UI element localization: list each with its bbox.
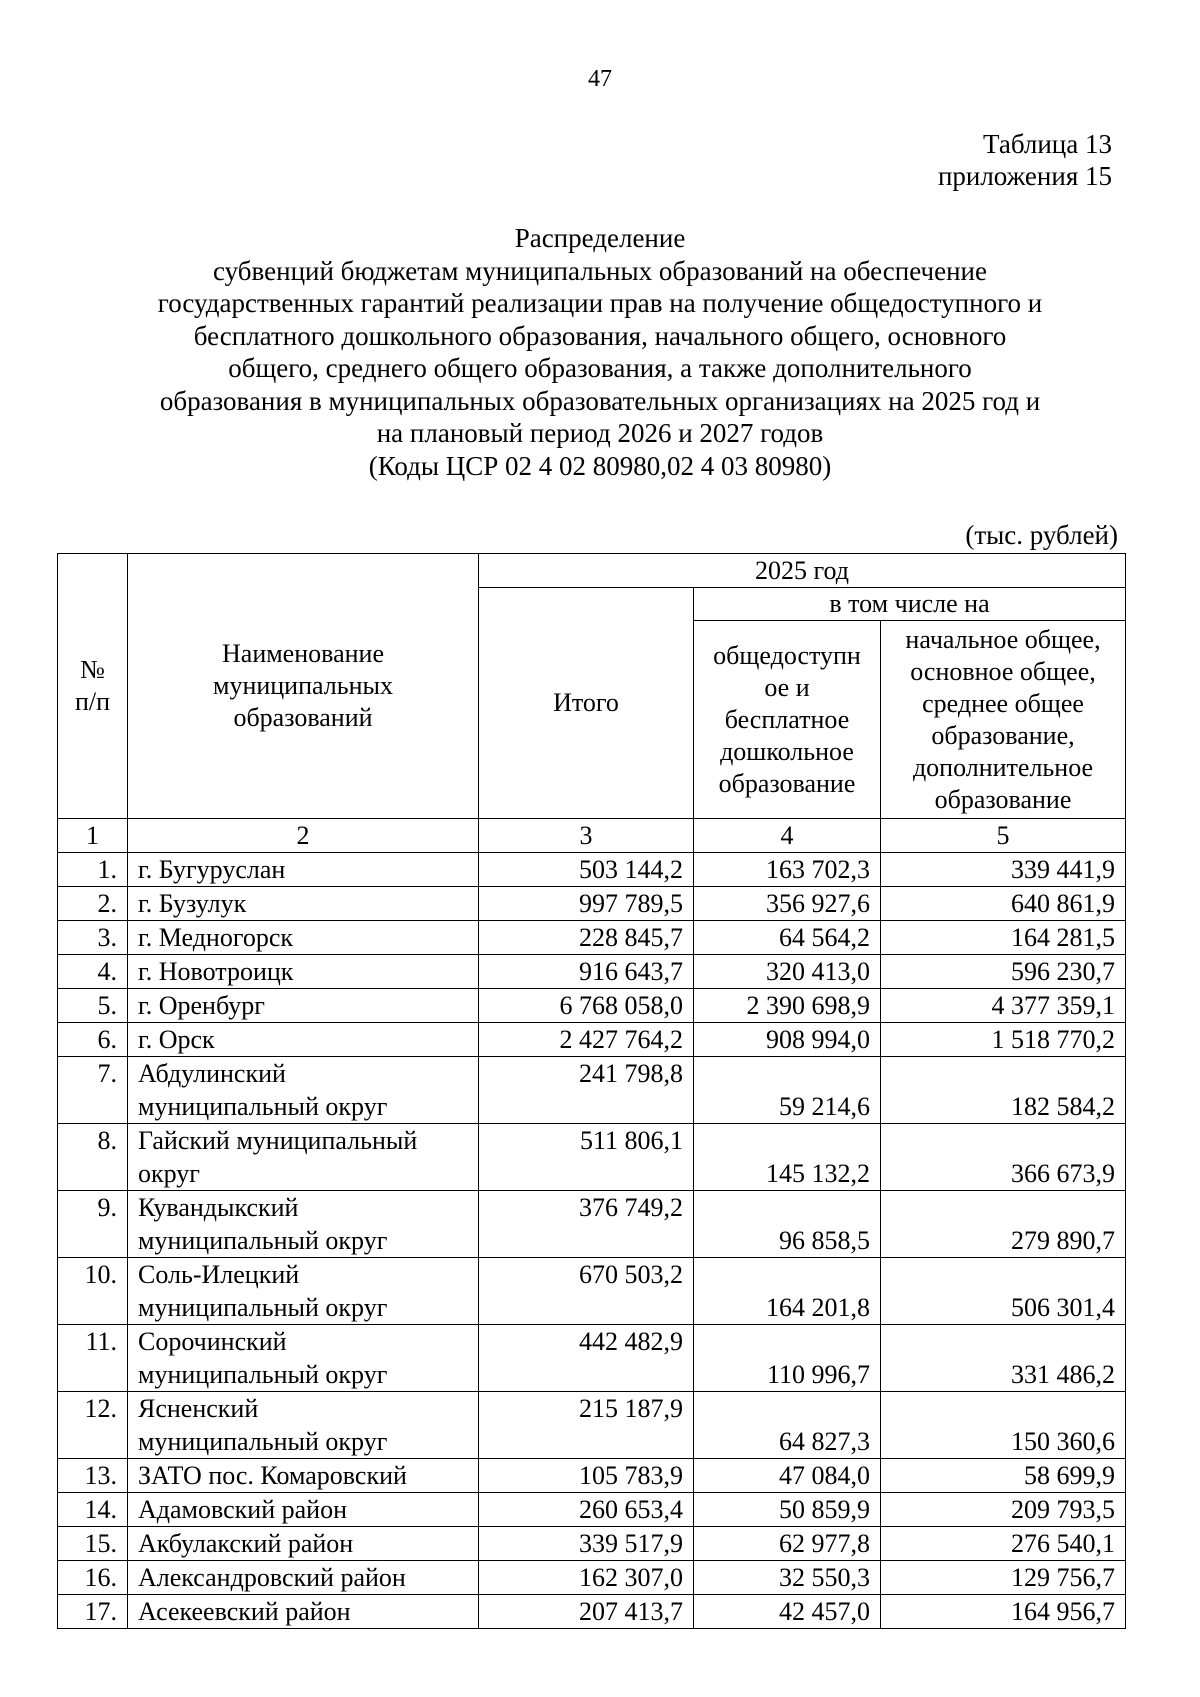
title-line: (Коды ЦСР 02 4 02 80980,02 4 03 80980): [368, 450, 832, 481]
table-row: [58, 921, 1126, 955]
row-name-line: Гайский муниципальный: [138, 1126, 418, 1155]
row-name-line: муниципальный округ: [138, 1092, 388, 1121]
row-total: 916 643,7: [479, 955, 694, 989]
table-row: [58, 1124, 1126, 1191]
row-name-line: муниципальный округ: [138, 1293, 388, 1322]
row-general: 164 956,7: [881, 1595, 1126, 1629]
row-general: 129 756,7: [881, 1561, 1126, 1595]
header-year: 2025 год: [479, 554, 1126, 588]
row-total: 503 144,2: [479, 853, 694, 887]
row-name: [128, 921, 479, 955]
row-name: [128, 1459, 479, 1493]
row-general: 150 360,6: [881, 1392, 1126, 1459]
row-preschool: 59 214,6: [694, 1057, 881, 1124]
table-row: [58, 1527, 1126, 1561]
row-name: [128, 887, 479, 921]
row-total: 260 653,4: [479, 1493, 694, 1527]
row-general: 366 673,9: [881, 1124, 1126, 1191]
row-number: 2.: [58, 887, 128, 921]
row-number: 1.: [58, 853, 128, 887]
row-name: [128, 1561, 479, 1595]
row-name: [128, 1392, 479, 1459]
row-preschool: 47 084,0: [694, 1459, 881, 1493]
row-name-line: Ясненский: [138, 1394, 259, 1423]
header-name: [128, 554, 479, 819]
row-number: 3.: [58, 921, 128, 955]
row-name-line: ЗАТО пос. Комаровский: [138, 1461, 407, 1490]
table-row: [58, 887, 1126, 921]
row-general: 640 861,9: [881, 887, 1126, 921]
table-row: [58, 955, 1126, 989]
row-number: 12.: [58, 1392, 128, 1459]
row-general: 209 793,5: [881, 1493, 1126, 1527]
row-number: 15.: [58, 1527, 128, 1561]
row-preschool: 2 390 698,9: [694, 989, 881, 1023]
units-note: (тыс. рублей): [965, 520, 1118, 550]
header-preschool-line: бесплатное: [724, 704, 850, 734]
row-name-line: Соль-Илецкий: [138, 1260, 300, 1289]
row-name-line: Сорочинский: [138, 1327, 287, 1356]
table-row: [58, 1493, 1126, 1527]
row-general: 331 486,2: [881, 1325, 1126, 1392]
row-name: [128, 989, 479, 1023]
row-name-line: Александровский район: [138, 1563, 406, 1592]
header-general-line: образование: [934, 784, 1072, 814]
header-preschool-line: ое и: [764, 672, 810, 702]
column-number: 3: [479, 819, 694, 853]
row-number: 6.: [58, 1023, 128, 1057]
header-general-line: дополнительное: [912, 752, 1094, 782]
row-name-line: г. Бугуруслан: [138, 855, 286, 884]
row-name: [128, 1493, 479, 1527]
row-number: 10.: [58, 1258, 128, 1325]
row-name-line: Абдулинский: [138, 1059, 286, 1088]
row-number: 4.: [58, 955, 128, 989]
row-name: [128, 1527, 479, 1561]
row-name-line: Асекеевский район: [138, 1597, 351, 1626]
row-name-line: округ: [138, 1159, 200, 1188]
row-preschool: 64 827,3: [694, 1392, 881, 1459]
row-name-line: Акбулакский район: [138, 1529, 354, 1558]
table-row: [58, 1392, 1126, 1459]
row-total: 6 768 058,0: [479, 989, 694, 1023]
row-general: 279 890,7: [881, 1191, 1126, 1258]
header-total: Итого: [479, 588, 694, 819]
header-general-line: основное общее,: [910, 656, 1096, 686]
row-number: 11.: [58, 1325, 128, 1392]
table-row: [58, 1057, 1126, 1124]
header-general-line: среднее общее: [922, 688, 1084, 718]
distribution-table: [57, 553, 1126, 1629]
header-general-line: начальное общее,: [905, 624, 1101, 654]
row-total: 339 517,9: [479, 1527, 694, 1561]
row-name-line: муниципальный округ: [138, 1226, 388, 1255]
row-name: [128, 1124, 479, 1191]
row-number: 13.: [58, 1459, 128, 1493]
row-name: [128, 955, 479, 989]
row-total: 162 307,0: [479, 1561, 694, 1595]
header-number: [58, 554, 128, 819]
row-name-line: Кувандыкский: [138, 1193, 299, 1222]
row-name: [128, 1325, 479, 1392]
table-row: [58, 1191, 1126, 1258]
column-number: 4: [694, 819, 881, 853]
title-line: общего, среднего общего образования, а также дополнительного: [228, 353, 972, 383]
row-name-line: г. Оренбург: [138, 991, 265, 1020]
row-number: 14.: [58, 1493, 128, 1527]
row-general: 182 584,2: [881, 1057, 1126, 1124]
row-total: 670 503,2: [479, 1258, 694, 1325]
table-row: [58, 1459, 1126, 1493]
row-preschool: 96 858,5: [694, 1191, 881, 1258]
row-general: 58 699,9: [881, 1459, 1126, 1493]
column-number: 5: [881, 819, 1126, 853]
row-name: [128, 1191, 479, 1258]
row-name: [128, 853, 479, 887]
row-total: 2 427 764,2: [479, 1023, 694, 1057]
row-preschool: 908 994,0: [694, 1023, 881, 1057]
row-number: 7.: [58, 1057, 128, 1124]
row-name-line: муниципальный округ: [138, 1427, 388, 1456]
row-preschool: 320 413,0: [694, 955, 881, 989]
document-title: [100, 222, 1100, 482]
row-total: 442 482,9: [479, 1325, 694, 1392]
table-row: [58, 989, 1126, 1023]
row-name-line: г. Орск: [138, 1025, 215, 1054]
row-name: [128, 1595, 479, 1629]
header-name-line: муниципальных: [212, 671, 393, 700]
row-total: 511 806,1: [479, 1124, 694, 1191]
row-name: [128, 1057, 479, 1124]
column-number: 2: [128, 819, 479, 853]
row-preschool: 163 702,3: [694, 853, 881, 887]
column-numbers-row: [58, 819, 1126, 853]
table-row: [58, 1325, 1126, 1392]
row-preschool: 50 859,9: [694, 1493, 881, 1527]
row-total: 228 845,7: [479, 921, 694, 955]
row-name-line: муниципальный округ: [138, 1360, 388, 1389]
table-row: [58, 1023, 1126, 1057]
header-preschool-line: образование: [718, 768, 856, 798]
row-name: [128, 1023, 479, 1057]
row-preschool: 164 201,8: [694, 1258, 881, 1325]
row-name-line: г. Бузулук: [138, 889, 247, 918]
row-preschool: 62 977,8: [694, 1527, 881, 1561]
row-preschool: 42 457,0: [694, 1595, 881, 1629]
title-line: на плановый период 2026 и 2027 годов: [376, 418, 824, 448]
row-total: 376 749,2: [479, 1191, 694, 1258]
header-name-line: Наименование: [222, 639, 384, 668]
row-total: 105 783,9: [479, 1459, 694, 1493]
row-total: 207 413,7: [479, 1595, 694, 1629]
row-general: 1 518 770,2: [881, 1023, 1126, 1057]
header-general: [881, 621, 1126, 819]
table-row: [58, 853, 1126, 887]
row-name-line: г. Медногорск: [138, 923, 294, 952]
header-general-line: образование,: [931, 720, 1075, 750]
row-number: 8.: [58, 1124, 128, 1191]
row-general: 276 540,1: [881, 1527, 1126, 1561]
title-line: образования в муниципальных образовательных организациях на 2025 год и: [159, 385, 1041, 416]
header-number-line: п/п: [74, 687, 111, 716]
header-name-line: образований: [233, 703, 373, 732]
header-preschool-line: общедоступн: [713, 640, 861, 670]
row-name-line: Адамовский район: [138, 1495, 347, 1524]
row-preschool: 110 996,7: [694, 1325, 881, 1392]
row-number: 9.: [58, 1191, 128, 1258]
column-number: 1: [58, 819, 128, 853]
title-line: Распределение: [514, 223, 686, 253]
header-preschool-line: дошкольное: [720, 736, 854, 766]
table-row: [58, 1561, 1126, 1595]
row-preschool: 356 927,6: [694, 887, 881, 921]
title-line: субвенций бюджетам муниципальных образований на обеспечение: [213, 255, 987, 286]
row-number: 17.: [58, 1595, 128, 1629]
row-total: 241 798,8: [479, 1057, 694, 1124]
title-line: государственных гарантий реализации прав на получение общедоступного и: [157, 288, 1043, 318]
row-name-line: г. Новотроицк: [138, 957, 294, 986]
header-number-line: №: [80, 655, 105, 684]
row-general: 164 281,5: [881, 921, 1126, 955]
table-reference-line: приложения 15: [937, 161, 1112, 191]
row-general: 506 301,4: [881, 1258, 1126, 1325]
row-preschool: 64 564,2: [694, 921, 881, 955]
row-general: 339 441,9: [881, 853, 1126, 887]
row-total: 215 187,9: [479, 1392, 694, 1459]
row-name: [128, 1258, 479, 1325]
table-reference-line: Таблица 13: [983, 129, 1112, 159]
row-total: 997 789,5: [479, 887, 694, 921]
table-row: [58, 1595, 1126, 1629]
row-general: 596 230,7: [881, 955, 1126, 989]
row-number: 16.: [58, 1561, 128, 1595]
table-row: [58, 1258, 1126, 1325]
header-preschool: [694, 621, 881, 819]
row-general: 4 377 359,1: [881, 989, 1126, 1023]
title-line: бесплатного дошкольного образования, начального общего, основного: [193, 320, 1007, 351]
header-including: в том числе на: [694, 588, 1126, 621]
table-reference: [938, 128, 1112, 192]
row-number: 5.: [58, 989, 128, 1023]
page-number: 47: [588, 66, 612, 92]
row-preschool: 32 550,3: [694, 1561, 881, 1595]
row-preschool: 145 132,2: [694, 1124, 881, 1191]
